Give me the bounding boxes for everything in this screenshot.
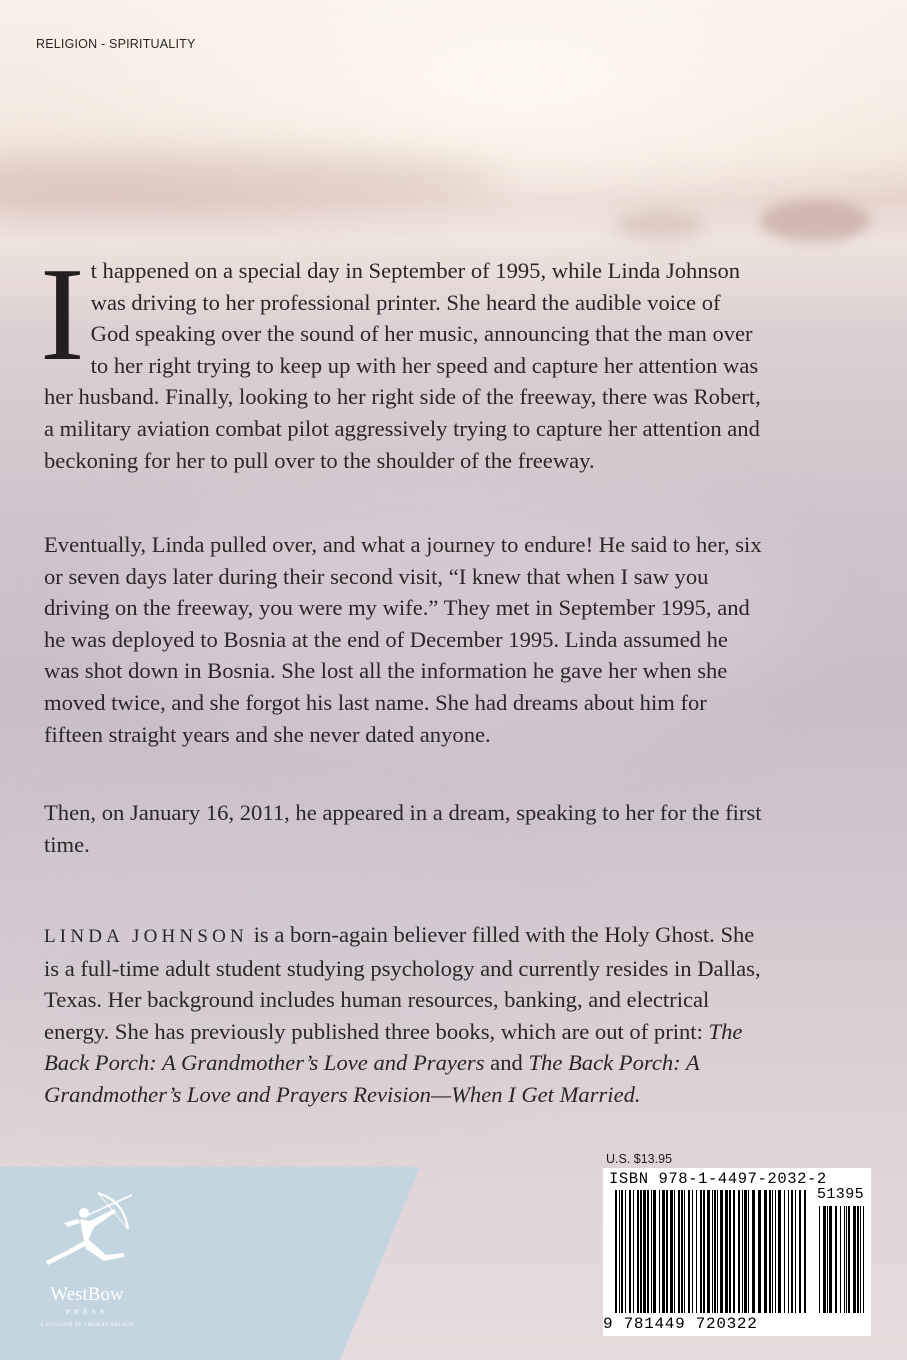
- barcode-bar: [733, 1190, 735, 1313]
- barcode-bar: [725, 1190, 728, 1313]
- book-title-1: The Back Porch: A Grandmother’s Love and Prayers: [44, 1018, 743, 1076]
- barcode-bar: [696, 1190, 697, 1313]
- barcode-bar: [748, 1190, 749, 1313]
- barcode-bar: [788, 1190, 789, 1313]
- author-bio-text: and: [484, 1050, 529, 1076]
- barcode-bar: [775, 1190, 776, 1313]
- publisher-division: A DIVISION OF THOMAS NELSON: [40, 1323, 134, 1328]
- barcode-bar: [674, 1190, 675, 1313]
- barcode-bar: [714, 1190, 716, 1313]
- blurb-paragraph-1-text: t happened on a special day in September of 1995, while Linda Johnson was driving to her professional printer. She heard the audible voice of God speaking over the sound of her music, announcing that the man over to her right trying to keep up with her speed and capture her attention was her husband. Finally, looking to her right side of the freeway, there was Robert, a military aviation combat pilot aggressively trying to capture her attention and beckoning for her to pull over to the shoulder of the freeway.: [44, 258, 761, 473]
- background-rock: [615, 210, 705, 240]
- barcode-bar: [778, 1190, 781, 1313]
- barcode-bar: [717, 1190, 718, 1313]
- barcode-bar: [625, 1190, 626, 1313]
- isbn-label: ISBN 978-1-4497-2032-2: [609, 1170, 827, 1188]
- barcode-bar: [729, 1190, 731, 1313]
- barcode-bar: [840, 1206, 841, 1313]
- barcode-bar: [742, 1190, 743, 1313]
- price-code: 51395: [817, 1186, 865, 1203]
- barcode-bar: [863, 1206, 864, 1313]
- barcode-bar: [688, 1190, 690, 1313]
- barcode-bar: [681, 1190, 683, 1313]
- barcode-bar: [629, 1190, 631, 1313]
- barcode-bar: [666, 1190, 668, 1313]
- barcode-bar: [643, 1190, 646, 1313]
- barcode-bar: [823, 1206, 826, 1313]
- barcode-bar: [799, 1190, 801, 1313]
- barcode-bar: [819, 1206, 820, 1313]
- barcode-bar: [772, 1190, 773, 1313]
- barcode-bar: [764, 1190, 767, 1313]
- barcode-bar: [640, 1190, 642, 1313]
- barcode-bar: [795, 1190, 796, 1313]
- ean-digits: 9 781449 720322: [603, 1315, 758, 1333]
- barcode-bar: [621, 1190, 623, 1313]
- archer-figure-icon: [46, 1193, 132, 1265]
- publisher-name: WestBow: [50, 1284, 124, 1305]
- barcode-bar: [684, 1190, 685, 1313]
- blurb-paragraph-1: [40, 240, 764, 476]
- barcode-bar: [692, 1190, 693, 1313]
- barcode-bar: [844, 1206, 845, 1313]
- author-name: LINDA JOHNSON: [44, 926, 248, 947]
- barcode-bar: [791, 1190, 793, 1313]
- barcode-bar: [720, 1190, 723, 1313]
- barcode-bar: [848, 1206, 850, 1313]
- barcode-bar: [700, 1190, 702, 1313]
- barcode-bar: [738, 1190, 740, 1313]
- barcode-bar: [659, 1190, 660, 1313]
- drop-cap: I: [40, 240, 85, 388]
- barcode-bar: [619, 1190, 620, 1313]
- barcode-bar: [633, 1190, 634, 1313]
- barcode-bar: [662, 1190, 665, 1313]
- publisher-logo: [28, 1183, 146, 1353]
- barcode-bar: [857, 1206, 859, 1313]
- barcode-bar: [651, 1190, 652, 1313]
- barcode-bar: [784, 1190, 785, 1313]
- barcode-bar: [769, 1190, 771, 1313]
- blurb-paragraph-2: Eventually, Linda pulled over, and what a journey to endure! He said to her, six or seven days later during their second visit, “I knew that when I saw you driving on the freeway, you were my wife.” They met in September 1995, and he was deployed to Bosnia at the end of December 1995. Linda assumed he was shot down in Bosnia. She lost all the information he gave her when she moved twice, and she forgot his last name. She had dreams about him for fifteen straight years and she never dated anyone.: [44, 532, 762, 747]
- blurb-paragraph-3: Then, on January 16, 2011, he appeared in a dream, speaking to her for the first time.: [44, 800, 762, 857]
- background-haze: [0, 150, 500, 210]
- barcode-bar: [647, 1190, 649, 1313]
- barcode-bar: [712, 1190, 713, 1313]
- barcode-bar: [827, 1206, 828, 1313]
- barcode-bar: [804, 1190, 806, 1313]
- barcode-bar: [860, 1206, 861, 1313]
- price-label: U.S. $13.95: [606, 1152, 673, 1166]
- publisher-press: PRESS: [65, 1307, 109, 1316]
- barcode-bar: [744, 1190, 747, 1313]
- barcode-bar: [707, 1190, 710, 1313]
- author-bio: [44, 919, 764, 1111]
- barcode-bar: [758, 1190, 761, 1313]
- barcode-bar: [703, 1190, 705, 1313]
- category-label: RELIGION - SPIRITUALITY: [36, 37, 196, 51]
- barcode-bar: [670, 1190, 673, 1313]
- barcode-bar: [846, 1206, 847, 1313]
- author-bio-text: is a born-again believer filled with the Holy Ghost. She is a full-time adult student studying psychology and currently resides in Dallas, Texas. Her background includes human resources, banking, and electrical energy. She has previously published three books, which are out of print:: [44, 922, 761, 1044]
- barcode-bar: [678, 1190, 680, 1313]
- barcode-bar: [752, 1190, 755, 1313]
- barcode-bar: [653, 1190, 656, 1313]
- barcode-bar: [829, 1206, 832, 1313]
- barcode-bar: [615, 1190, 617, 1313]
- barcode-bar: [835, 1206, 837, 1313]
- background-rock: [760, 200, 870, 242]
- barcode-bar: [853, 1206, 856, 1313]
- barcode-bar: [637, 1190, 639, 1313]
- book-title-2: The Back Porch: A Grandmother’s Love and Prayers Revision—When I Get Married.: [44, 1050, 700, 1107]
- barcode: [603, 1168, 871, 1336]
